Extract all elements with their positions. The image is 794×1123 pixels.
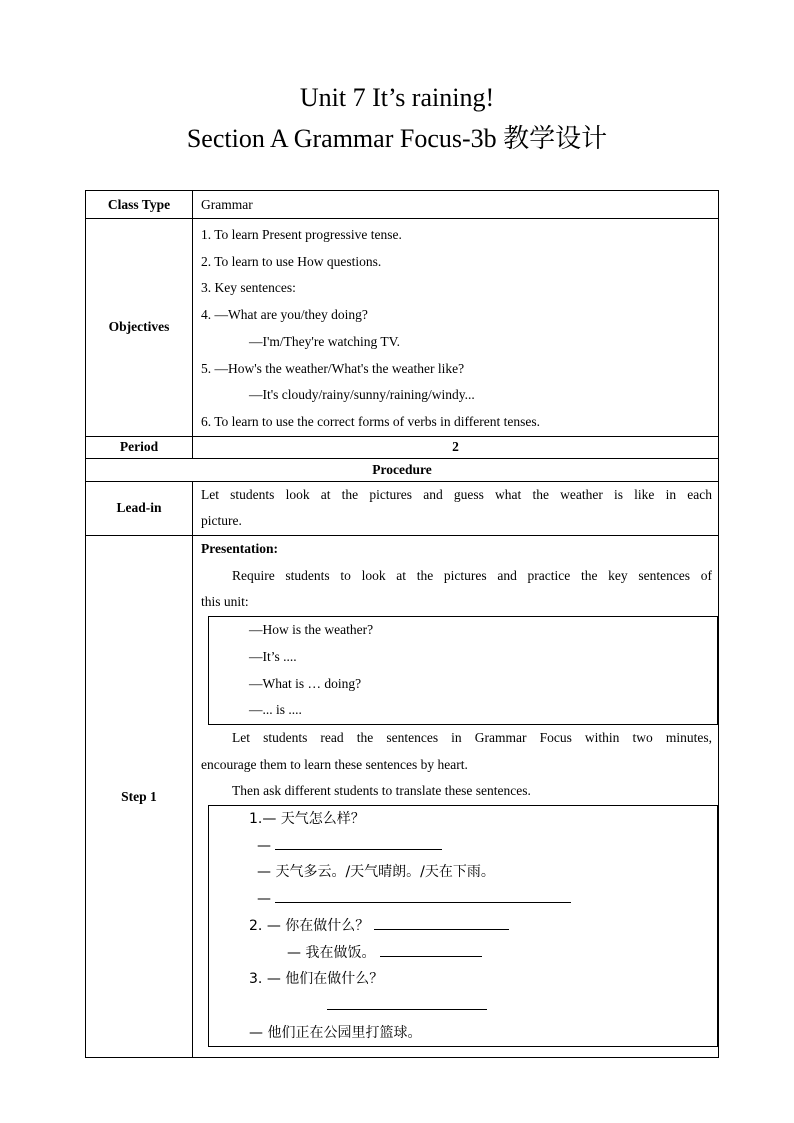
- period-value: 2: [193, 436, 719, 458]
- objectives-row: [86, 219, 719, 437]
- objective-item: —I'm/They're watching TV.: [249, 333, 400, 349]
- leadin-row: [86, 481, 719, 535]
- let-students-text-line: Let students read the sentences in Grammar Focus within two minutes,: [232, 729, 712, 745]
- objective-item: 3. Key sentences:: [201, 280, 296, 296]
- answer-blank[interactable]: [327, 995, 487, 1010]
- step1-label: Step 1: [86, 536, 193, 1058]
- key-sentences-box: [208, 616, 718, 725]
- require-text-line: this unit:: [201, 594, 249, 610]
- translation-blank-line: [209, 940, 717, 967]
- period-label: Period: [86, 436, 193, 458]
- answer-blank[interactable]: [380, 942, 482, 957]
- key-sentence: —It’s ....: [249, 648, 297, 664]
- leadin-text-line: picture.: [201, 513, 242, 529]
- question-text: — 天气怎么样？: [262, 811, 365, 828]
- objective-item: 6. To learn to use the correct forms of verbs in different tenses.: [201, 413, 540, 429]
- leadin-text-line: Let students look at the pictures and guess what the weather is like in each: [201, 486, 712, 502]
- procedure-row: [86, 458, 719, 481]
- objective-item: —It's cloudy/rainy/sunny/raining/windy...: [249, 387, 475, 403]
- presentation-heading: Presentation:: [201, 541, 278, 557]
- key-sentence: —What is … doing?: [249, 675, 362, 691]
- dash: —: [257, 891, 271, 908]
- translation-answer: — 天气多云。/天气晴朗。/天在下雨。: [257, 864, 495, 881]
- step1-row: [86, 536, 719, 1058]
- require-text-line: Require students to look at the pictures and practice the key sentences of: [232, 567, 712, 583]
- class-type-row: [86, 191, 719, 219]
- document-subtitle: Section A Grammar Focus-3b 教学设计: [186, 124, 608, 153]
- answer-blank[interactable]: [275, 888, 571, 903]
- objective-item: 2. To learn to use How questions.: [201, 253, 382, 269]
- translation-question: [209, 913, 717, 940]
- objectives-label: Objectives: [86, 219, 193, 437]
- question-text: — 他们在做什么？: [266, 971, 384, 988]
- key-sentence: —How is the weather?: [249, 622, 374, 638]
- translation-blank-line: [209, 886, 717, 913]
- question-number: 1.: [249, 811, 263, 828]
- answer-blank[interactable]: [275, 835, 442, 850]
- translation-answer: — 他们正在公园里打篮球。: [249, 1024, 422, 1041]
- translation-box: [208, 805, 718, 1047]
- period-row: [86, 436, 719, 458]
- answer-blank[interactable]: [374, 915, 509, 930]
- answer-text: — 我在做饭。: [287, 944, 376, 961]
- translate-instruction: Then ask different students to translate these sentences.: [232, 783, 531, 799]
- question-number: 2.: [249, 917, 263, 934]
- procedure-heading: Procedure: [86, 458, 719, 481]
- lesson-plan-table: [85, 190, 719, 1058]
- question-number: 3.: [249, 971, 263, 988]
- class-type-label: Class Type: [86, 191, 193, 219]
- objective-item: 1. To learn Present progressive tense.: [201, 227, 402, 242]
- let-students-text-line: encourage them to learn these sentences by heart.: [201, 756, 468, 772]
- objective-item: 4. —What are you/they doing?: [201, 307, 368, 323]
- translation-blank-line: [209, 833, 717, 860]
- objective-item: 5. —How's the weather/What's the weather like?: [201, 360, 465, 376]
- key-sentence: —... is ....: [249, 702, 302, 718]
- leadin-label: Lead-in: [86, 481, 193, 535]
- translation-question: [209, 966, 717, 993]
- document-title: Unit 7 It’s raining!: [299, 83, 495, 112]
- dash: —: [257, 837, 271, 854]
- question-text: — 你在做什么？: [266, 917, 370, 934]
- translation-question: [209, 806, 717, 833]
- class-type-value: Grammar: [201, 196, 253, 212]
- translation-blank-line: [209, 993, 717, 1020]
